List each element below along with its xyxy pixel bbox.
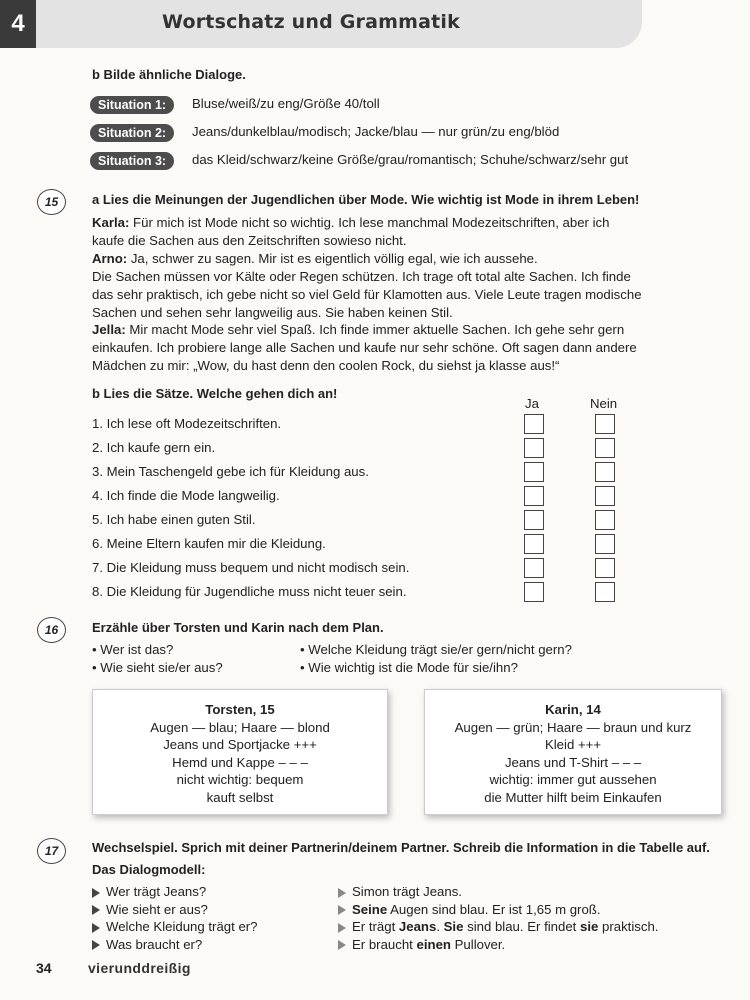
karin-detail: die Mutter hilft beim Einkaufen bbox=[484, 789, 662, 805]
answer-part: Er braucht bbox=[352, 936, 417, 952]
dialog-question bbox=[92, 883, 206, 901]
situation-text: Jeans/dunkelblau/modisch; Jacke/blau — nur grün/zu eng/blöd bbox=[192, 124, 560, 139]
ex15-heading: a Lies die Meinungen der Jugendlichen über Mode. Wie wichtig ist Mode in ihrem Leben! bbox=[92, 192, 640, 207]
torsten-detail: kauft selbst bbox=[206, 789, 274, 805]
page-number: 34 bbox=[36, 960, 52, 976]
karin-card bbox=[424, 689, 722, 815]
opinion-line bbox=[92, 214, 609, 232]
answer-part: einen bbox=[416, 936, 451, 952]
opinion-text: Mädchen zu mir: „Wow, du hast denn den coolen Rock, du siehst ja klasse aus!“ bbox=[92, 358, 560, 374]
checkbox-ja[interactable] bbox=[524, 534, 544, 554]
answer-part: Seine bbox=[352, 901, 388, 917]
opinion-text: Mir macht Mode sehr viel Spaß. Ich finde immer aktuelle Sachen. Ich gehe sehr gern bbox=[125, 322, 625, 338]
exercise-16-number: 16 bbox=[37, 617, 66, 643]
checkbox-nein[interactable] bbox=[595, 486, 615, 506]
speaker-name: Arno: bbox=[92, 250, 128, 266]
answer-part: Pullover. bbox=[450, 936, 506, 952]
opinion-line bbox=[92, 304, 453, 322]
answer-part: praktisch. bbox=[598, 919, 659, 935]
opinion-line bbox=[92, 357, 559, 375]
torsten-detail: Augen — blau; Haare — blond bbox=[150, 719, 330, 735]
opinion-line bbox=[92, 250, 538, 268]
situation-label: Situation 2: bbox=[90, 124, 174, 142]
exercise-17-number: 17 bbox=[37, 838, 66, 864]
answer-part: Er trägt bbox=[352, 919, 399, 935]
page-title: Wortschatz und Grammatik bbox=[162, 11, 460, 33]
statement: 1. Ich lese oft Modezeitschriften. bbox=[92, 416, 282, 431]
situation-text: das Kleid/schwarz/keine Größe/grau/romantisch; Schuhe/schwarz/sehr gut bbox=[192, 152, 629, 167]
dialog-question bbox=[92, 936, 202, 954]
task-b-heading: b Bilde ähnliche Dialoge. bbox=[92, 67, 246, 82]
opinion-line bbox=[92, 339, 637, 357]
checkbox-nein[interactable] bbox=[595, 534, 615, 554]
opinion-line bbox=[92, 321, 624, 339]
dialog-question bbox=[92, 901, 208, 919]
answer-part: sie bbox=[580, 919, 599, 935]
statement: 4. Ich finde die Mode langweilig. bbox=[92, 488, 280, 503]
karin-detail: Jeans und T-Shirt – – – bbox=[504, 754, 642, 770]
karin-detail: Kleid +++ bbox=[544, 737, 602, 752]
arrow-icon bbox=[338, 888, 346, 898]
plan-item: • Welche Kleidung trägt sie/er gern/nicht gern? bbox=[300, 642, 572, 657]
karin-detail: wichtig: immer gut aussehen bbox=[489, 772, 657, 787]
checkbox-nein[interactable] bbox=[595, 462, 615, 482]
opinion-text: Ja, schwer zu sagen. Mir ist es eigentlich völlig egal, wie ich aussehe. bbox=[127, 250, 538, 266]
opinion-text: das sehr praktisch, ich gebe nicht so viel Geld für Klamotten aus. Viele Leute tragen modische bbox=[92, 286, 642, 302]
torsten-card bbox=[92, 689, 388, 815]
situation-label: Situation 1: bbox=[90, 96, 174, 114]
checkbox-ja[interactable] bbox=[524, 414, 544, 434]
speaker-name: Jella: bbox=[92, 322, 126, 338]
arrow-icon bbox=[338, 940, 346, 950]
checkbox-ja[interactable] bbox=[524, 486, 544, 506]
speaker-name: Karla: bbox=[92, 215, 130, 230]
exercise-15-number: 15 bbox=[37, 189, 66, 215]
question-text: Was braucht er? bbox=[106, 936, 203, 952]
arrow-icon bbox=[92, 905, 100, 915]
checkbox-ja[interactable] bbox=[524, 582, 544, 602]
statement: 2. Ich kaufe gern ein. bbox=[92, 440, 216, 455]
statement: 3. Mein Taschengeld gebe ich für Kleidung aus. bbox=[92, 464, 369, 479]
opinion-text: einkaufen. Ich probiere lange alle Sachen und kaufe nur sehr schöne. Oft sagen dann andere bbox=[92, 340, 637, 356]
answer-part: Simon trägt Jeans. bbox=[352, 884, 462, 899]
checkbox-nein[interactable] bbox=[595, 558, 615, 578]
statement: 5. Ich habe einen guten Stil. bbox=[92, 512, 256, 527]
plan-item: • Wie wichtig ist die Mode für sie/ihn? bbox=[300, 660, 518, 675]
ex17-heading: Wechselspiel. Sprich mit deiner Partnerin/deinem Partner. Schreib die Information in die Tabelle auf. bbox=[92, 840, 710, 855]
question-text: Wie sieht er aus? bbox=[106, 901, 208, 917]
statement: 6. Meine Eltern kaufen mir die Kleidung. bbox=[92, 536, 326, 551]
torsten-detail: Hemd und Kappe – – – bbox=[172, 754, 308, 770]
page-number-word: vierunddreißig bbox=[88, 960, 191, 976]
answer-part: sind blau. Er findet bbox=[463, 919, 580, 935]
plan-item: • Wie sieht sie/er aus? bbox=[92, 660, 223, 675]
opinion-text: kaufe die Sachen aus den Zeitschriften sowieso nicht. bbox=[92, 232, 407, 248]
torsten-detail: nicht wichtig: bequem bbox=[176, 772, 304, 787]
dialog-answer bbox=[338, 901, 601, 919]
opinion-text: Sachen und sehen sehr langweilig aus. Sie haben keinen Stil. bbox=[92, 304, 453, 320]
torsten-detail: Jeans und Sportjacke +++ bbox=[163, 737, 317, 752]
arrow-icon bbox=[92, 923, 100, 933]
karin-title: Karin, 14 bbox=[545, 702, 601, 717]
checkbox-nein[interactable] bbox=[595, 582, 615, 602]
statement: 7. Die Kleidung muss bequem und nicht modisch sein. bbox=[92, 560, 410, 575]
question-text: Wer trägt Jeans? bbox=[106, 884, 207, 899]
answer-part: Augen sind blau. Er ist 1,65 m groß. bbox=[387, 901, 601, 917]
ex15b-heading: b Lies die Sätze. Welche gehen dich an! bbox=[92, 386, 338, 401]
arrow-icon bbox=[338, 923, 346, 933]
checkbox-ja[interactable] bbox=[524, 438, 544, 458]
column-ja: Ja bbox=[525, 396, 539, 411]
checkbox-nein[interactable] bbox=[595, 438, 615, 458]
opinion-line bbox=[92, 286, 642, 304]
arrow-icon bbox=[338, 905, 346, 915]
situation-label: Situation 3: bbox=[90, 152, 174, 170]
dialog-answer bbox=[338, 936, 505, 954]
dialog-answer bbox=[338, 883, 462, 901]
chapter-number: 4 bbox=[0, 0, 36, 48]
checkbox-nein[interactable] bbox=[595, 414, 615, 434]
opinion-text: Die Sachen müssen vor Kälte oder Regen schützen. Ich trage oft total alte Sachen. Ich finde bbox=[92, 268, 631, 284]
arrow-icon bbox=[92, 940, 100, 950]
torsten-title: Torsten, 15 bbox=[205, 702, 275, 717]
plan-item: • Wer ist das? bbox=[92, 642, 174, 657]
situation-text: Bluse/weiß/zu eng/Größe 40/toll bbox=[192, 96, 380, 111]
checkbox-ja[interactable] bbox=[524, 510, 544, 530]
statement: 8. Die Kleidung für Jugendliche muss nicht teuer sein. bbox=[92, 584, 407, 599]
opinion-line bbox=[92, 232, 407, 250]
opinion-line bbox=[92, 268, 631, 286]
karin-detail: Augen — grün; Haare — braun und kurz bbox=[454, 719, 692, 735]
checkbox-nein[interactable] bbox=[595, 510, 615, 530]
arrow-icon bbox=[92, 888, 100, 898]
checkbox-ja[interactable] bbox=[524, 462, 544, 482]
answer-part: Jeans bbox=[398, 919, 437, 935]
column-nein: Nein bbox=[590, 396, 618, 411]
ex16-heading: Erzähle über Torsten und Karin nach dem Plan. bbox=[92, 620, 384, 635]
question-text: Welche Kleidung trägt er? bbox=[106, 919, 258, 935]
dialog-question bbox=[92, 918, 258, 936]
answer-part: Sie bbox=[443, 919, 464, 935]
checkbox-ja[interactable] bbox=[524, 558, 544, 578]
ex17-subheading: Das Dialogmodell: bbox=[92, 862, 206, 877]
dialog-answer bbox=[338, 918, 658, 936]
opinion-text: Für mich ist Mode nicht so wichtig. Ich lese manchmal Modezeitschriften, aber ich bbox=[129, 215, 610, 230]
answer-part: . bbox=[436, 919, 444, 935]
